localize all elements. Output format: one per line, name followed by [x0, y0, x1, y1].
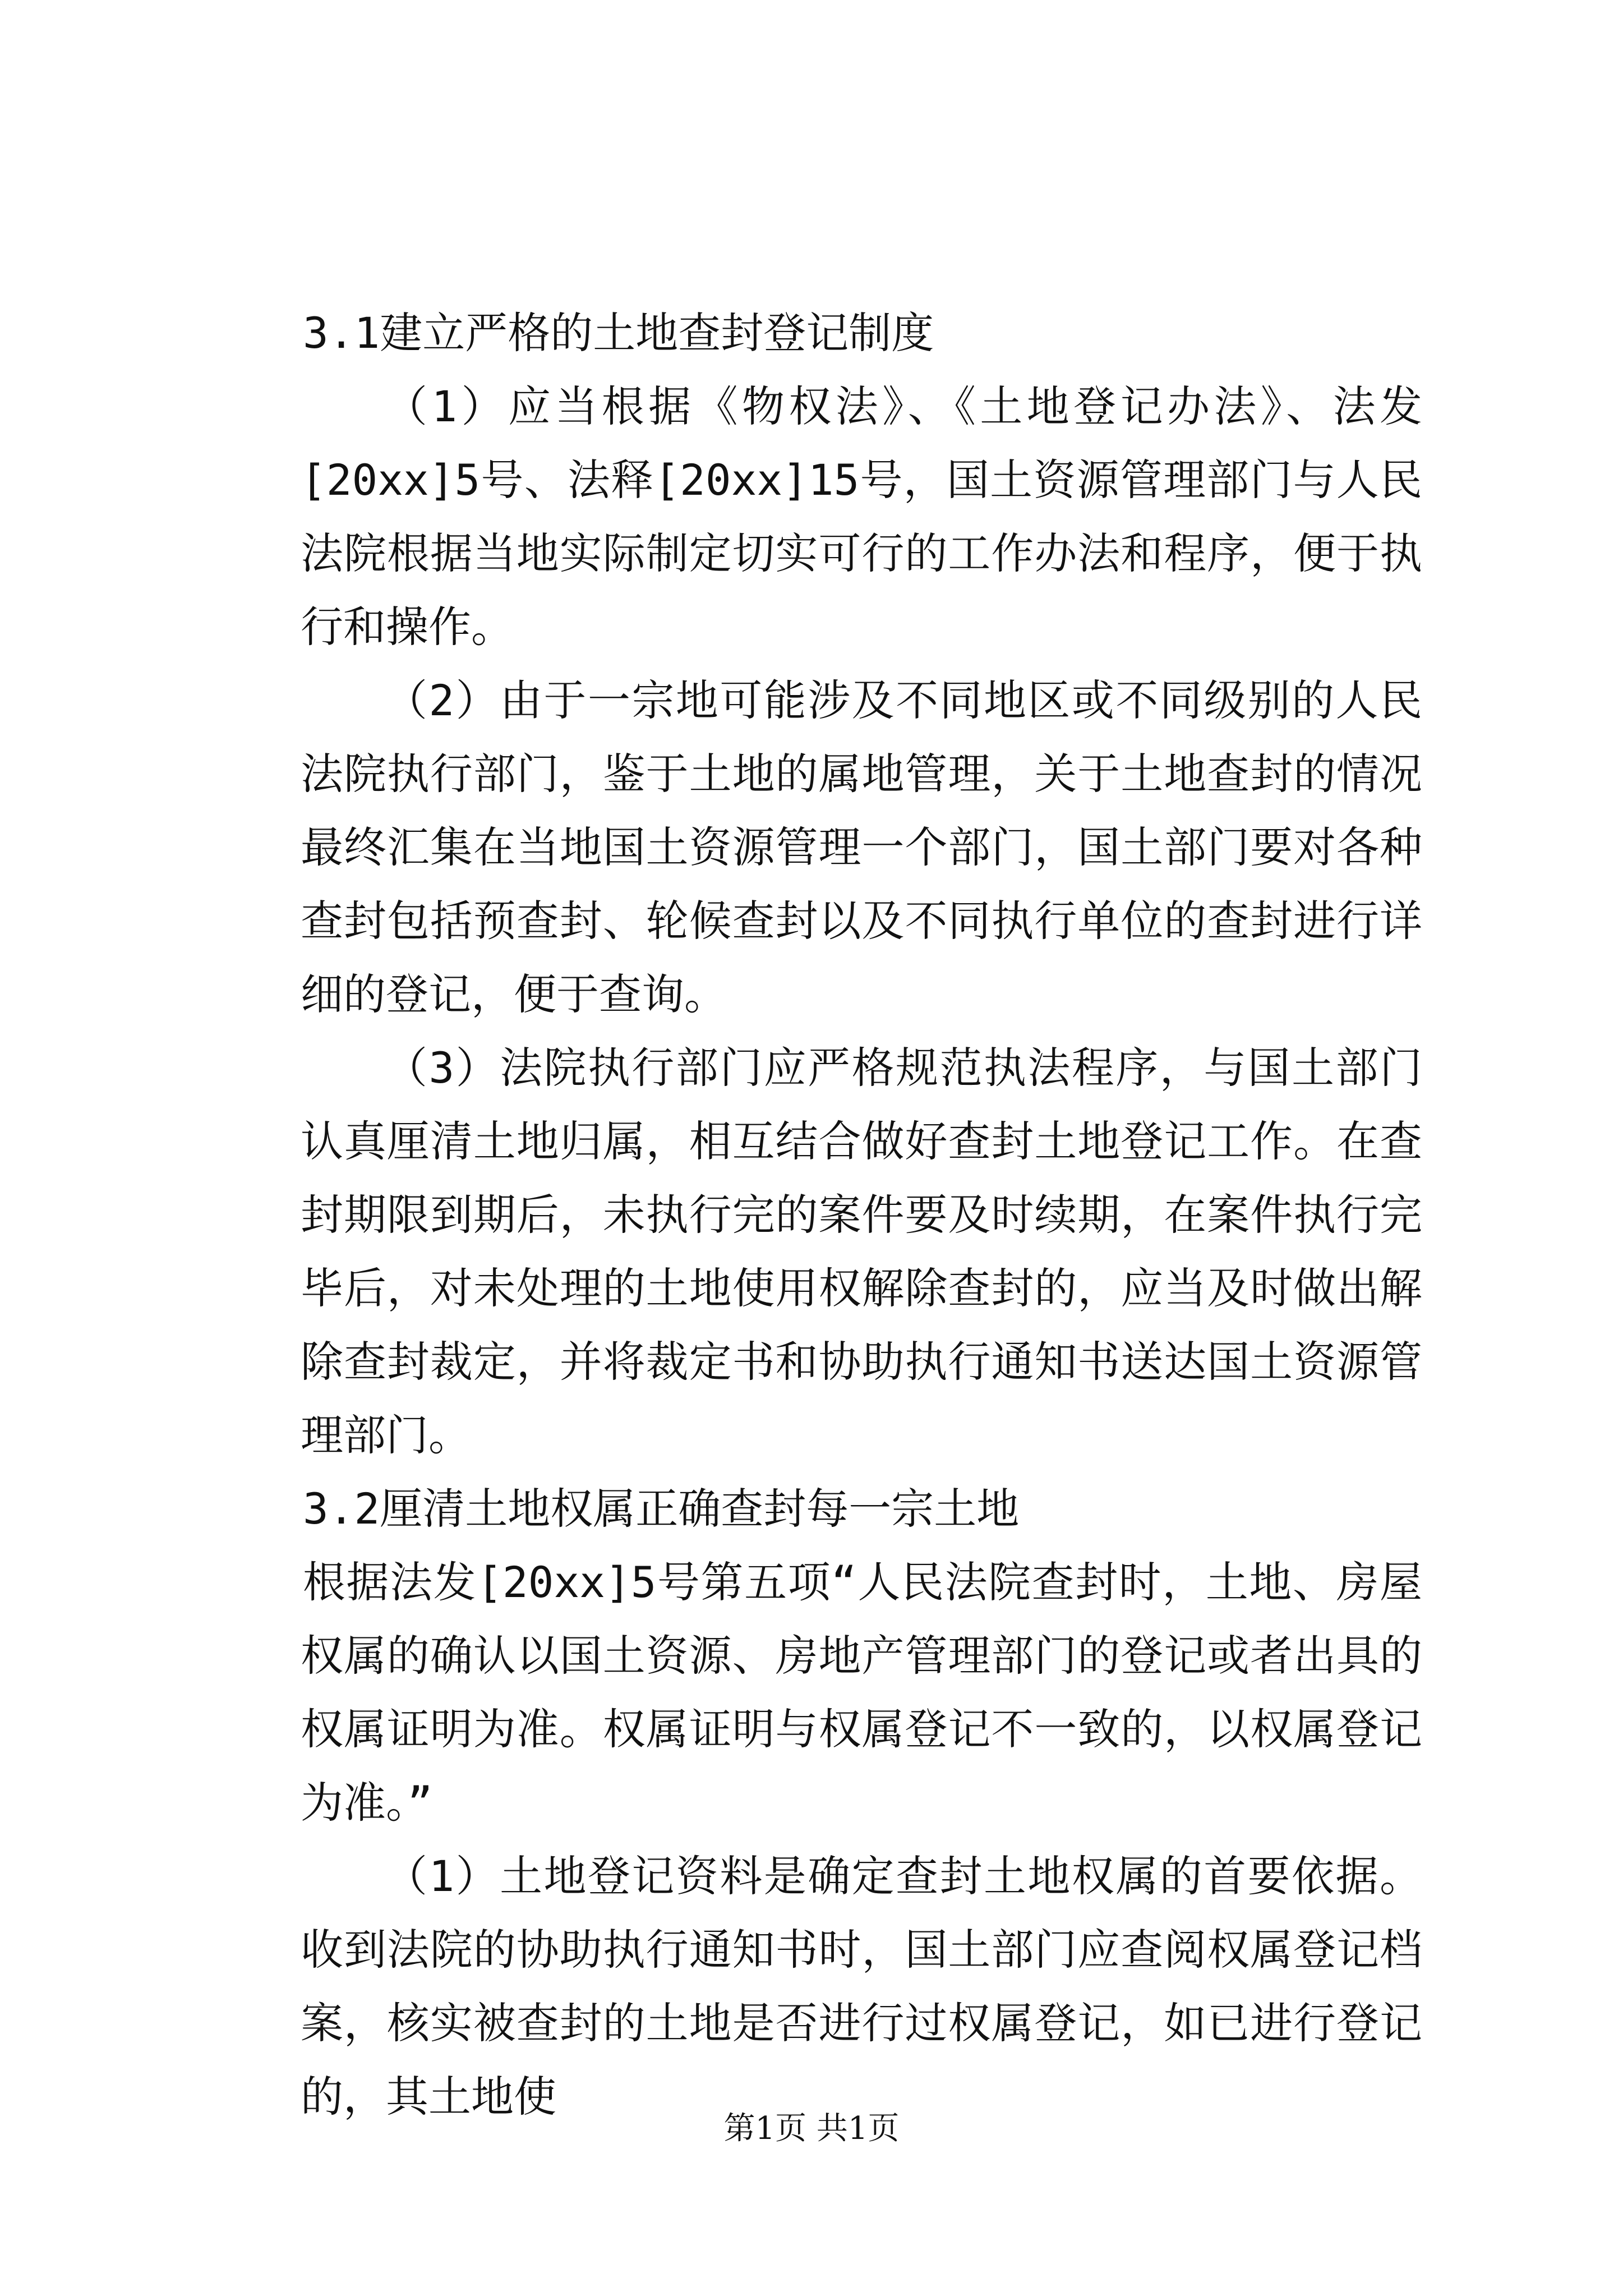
section-heading-3-1: 3.1建立严格的土地查封登记制度 — [303, 308, 934, 358]
section-heading-3-2: 3.2厘清土地权属正确查封每一宗土地 — [303, 1484, 1020, 1534]
paragraph-3: （3）法院执行部门应严格规范执法程序，与国土部门认真厘清土地归属，相互结合做好查封土地登记工作。在查封期限到期后，未执行完的案件要及时续期，在案件执行完毕后，对未处理的土地使用权解除查封的，应当及时做出解除查封裁定，并将裁定书和协助执行通知书送达国土资源管理部门。 — [301, 1043, 1422, 1460]
document-body — [301, 296, 1422, 2133]
paragraph-1: （1）应当根据《物权法》、《土地登记办法》、法发[20xx]5号、法释[20xx]15号，国土资源管理部门与人民法院根据当地实际制定切实可行的工作办法和程序，便于执行和操作。 — [301, 381, 1422, 652]
paragraph-4: （1）土地登记资料是确定查封土地权属的首要依据。收到法院的协助执行通知书时，国土部门应查阅权属登记档案，核实被查封的土地是否进行过权属登记，如已进行登记的，其土地使 — [301, 1851, 1422, 2122]
paragraph-2: （2）由于一宗地可能涉及不同地区或不同级别的人民法院执行部门，鉴于土地的属地管理，关于土地查封的情况最终汇集在当地国土资源管理一个部门，国土部门要对各种查封包括预查封、轮候查封以及不同执行单位的查封进行详细的登记，便于查询。 — [301, 675, 1422, 1019]
paragraph-quote: 根据法发[20xx]5号第五项“人民法院查封时，土地、房屋权属的确认以国土资源、房地产管理部门的登记或者出具的权属证明为准。权属证明与权属登记不一致的，以权属登记为准。” — [301, 1557, 1422, 1828]
page-number-footer: 第1页 共1页 — [723, 2110, 900, 2147]
